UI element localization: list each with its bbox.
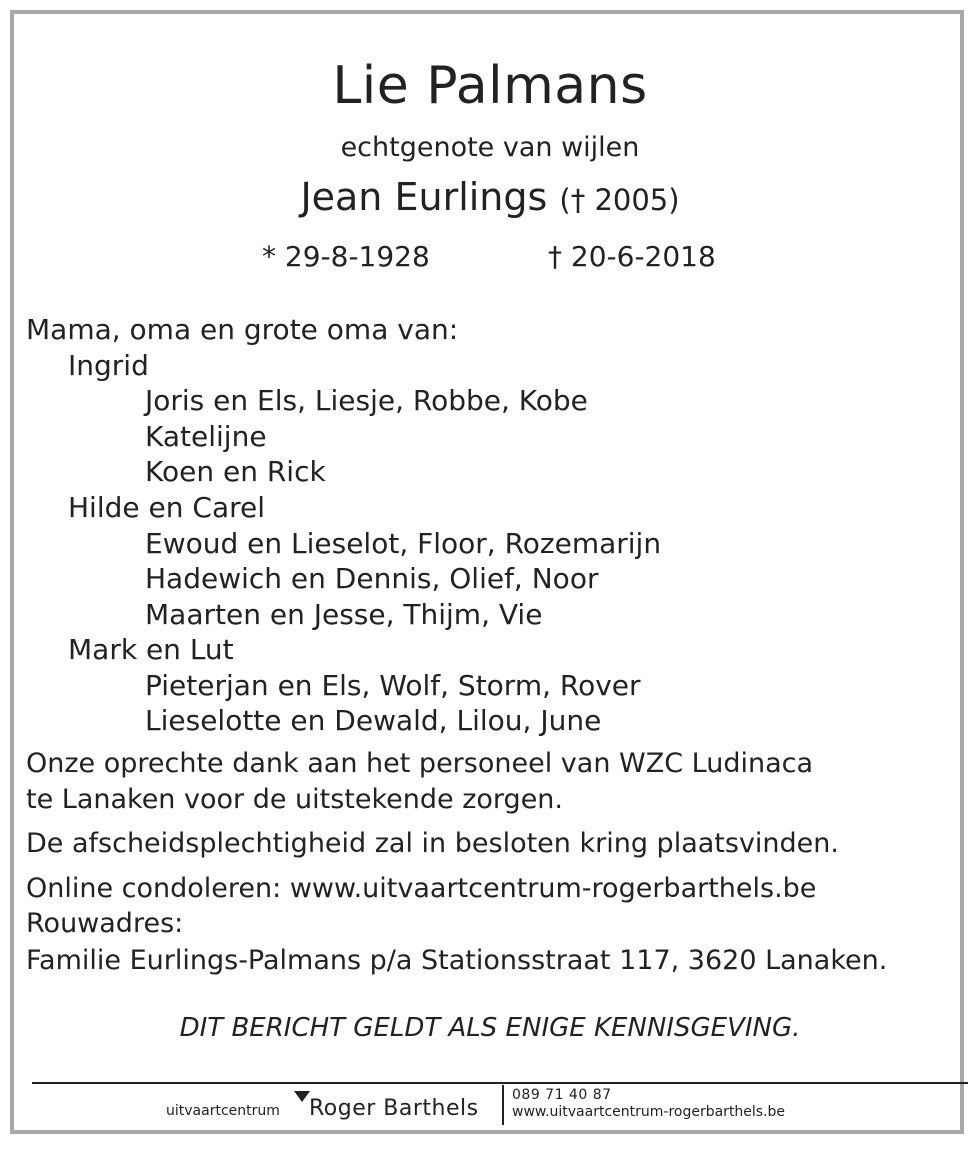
family-intro: Mama, oma en grote oma van: bbox=[26, 313, 459, 346]
descendant-line: Joris en Els, Liesje, Robbe, Kobe bbox=[145, 384, 588, 417]
spouse-name: Jean Eurlings bbox=[300, 175, 548, 219]
footer-separator bbox=[502, 1085, 504, 1125]
thanks-line-1: Onze oprechte dank aan het personeel van WZC Ludinaca bbox=[26, 748, 814, 779]
footer-phone: 089 71 40 87 bbox=[512, 1087, 612, 1103]
child-name: Hilde en Carel bbox=[68, 491, 265, 524]
descendant-line: Hadewich en Dennis, Olief, Noor bbox=[145, 562, 599, 595]
descendant-line: Koen en Rick bbox=[145, 455, 326, 488]
spouse-death: († 2005) bbox=[559, 183, 680, 217]
triangle-marker-icon bbox=[294, 1091, 310, 1102]
child-name: Mark en Lut bbox=[68, 633, 234, 666]
descendant-line: Pieterjan en Els, Wolf, Storm, Rover bbox=[145, 669, 641, 702]
deceased-name: Lie Palmans bbox=[332, 56, 648, 116]
thanks-line-2: te Lanaken voor de uitstekende zorgen. bbox=[26, 784, 563, 815]
relation-text: echtgenote van wijlen bbox=[340, 132, 640, 163]
descendant-line: Maarten en Jesse, Thijm, Vie bbox=[145, 598, 543, 631]
address-label: Rouwadres: bbox=[26, 908, 184, 939]
spouse-line bbox=[0, 175, 980, 219]
descendant-line: Katelijne bbox=[145, 420, 267, 453]
footer-website: www.uitvaartcentrum-rogerbarthels.be bbox=[512, 1104, 786, 1120]
footer-brand: Roger Barthels bbox=[309, 1096, 479, 1121]
child-name: Ingrid bbox=[68, 349, 149, 382]
descendant-line: Lieselotte en Dewald, Lilou, June bbox=[145, 704, 602, 737]
ceremony-text: De afscheidsplechtigheid zal in besloten kring plaatsvinden. bbox=[26, 828, 839, 859]
descendant-line: Ewoud en Lieselot, Floor, Rozemarijn bbox=[145, 527, 662, 560]
address-text: Familie Eurlings-Palmans p/a Stationsstraat 117, 3620 Lanaken. bbox=[26, 945, 888, 976]
official-notice: DIT BERICHT GELDT ALS ENIGE KENNISGEVING. bbox=[179, 1013, 801, 1043]
death-date: † 20-6-2018 bbox=[548, 240, 716, 273]
condolence-text: Online condoleren: www.uitvaartcentrum-rogerbarthels.be bbox=[26, 873, 817, 904]
birth-date: * 29-8-1928 bbox=[262, 240, 430, 273]
footer-prefix: uitvaartcentrum bbox=[166, 1103, 280, 1119]
footer-divider bbox=[32, 1082, 968, 1084]
